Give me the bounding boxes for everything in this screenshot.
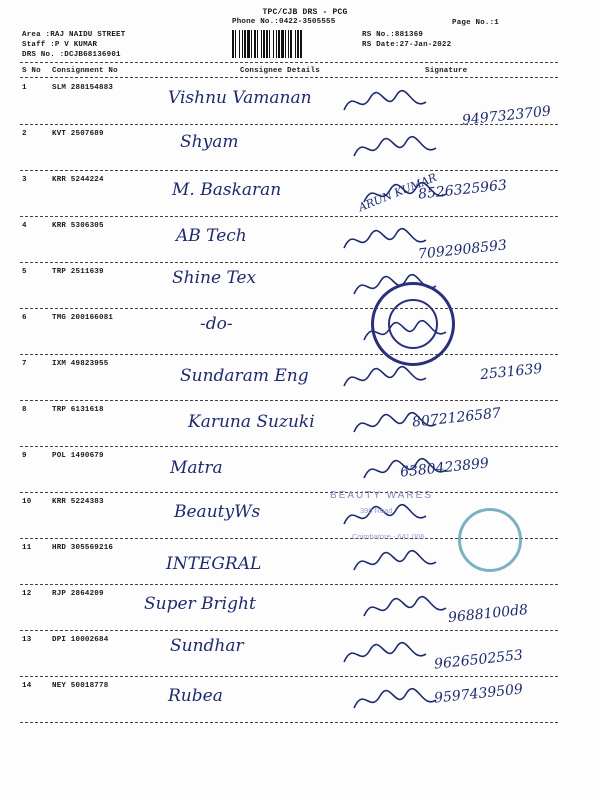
row-consignee-handwritten: Sundhar	[170, 636, 244, 656]
row-divider	[20, 216, 558, 217]
row-phone-handwritten: 8072126587	[411, 405, 502, 431]
row-consignee-handwritten: Sundaram Eng	[180, 366, 309, 386]
row-sno: 5	[22, 268, 27, 276]
row-consignment-no: RJP 2864209	[52, 590, 104, 598]
row-consignee-handwritten: Matra	[170, 458, 223, 478]
area-label: Area :RAJ NAIDU STREET	[22, 31, 126, 39]
row-consignment-no: KRR 5224383	[52, 498, 104, 506]
row-signature	[340, 86, 430, 120]
row-phone-handwritten: 7092908593	[417, 237, 508, 263]
engineers-stamp-inner	[388, 299, 438, 349]
row-divider	[20, 584, 558, 585]
row-divider	[20, 492, 558, 493]
row-sno: 7	[22, 360, 27, 368]
row-phone-handwritten: 9597439509	[433, 681, 524, 707]
drs-number: DRS No. :DCJB68136901	[22, 51, 121, 59]
beauty-wares-road: 396 Road	[360, 506, 393, 515]
header-divider	[20, 62, 558, 63]
row-phone-handwritten: 9688100d8	[447, 601, 529, 627]
row-consignment-no: TMG 200166081	[52, 314, 114, 322]
row-divider	[20, 308, 558, 309]
row-consignment-no: IXM 49823955	[52, 360, 109, 368]
row-signature	[350, 684, 440, 718]
row-consignment-no: POL 1490679	[52, 452, 104, 460]
row-consignee-handwritten: AB Tech	[176, 226, 247, 246]
row-sno: 13	[22, 636, 32, 644]
row-sno: 8	[22, 406, 27, 414]
header-right-info	[362, 30, 451, 50]
row-signature	[350, 546, 440, 580]
row-divider	[20, 170, 558, 171]
row-consignee-handwritten: Super Bright	[144, 594, 256, 614]
row-consignee-handwritten: INTEGRAL	[166, 554, 262, 574]
row-divider	[20, 262, 558, 263]
row-consignment-no: HRD 305569216	[52, 544, 114, 552]
row-sno: 4	[22, 222, 27, 230]
row-signature	[340, 638, 430, 672]
row-consignee-handwritten: BeautyWs	[174, 502, 261, 522]
engineers-stamp	[371, 282, 455, 366]
row-consignment-no: TRP 2511639	[52, 268, 104, 276]
row-divider	[20, 676, 558, 677]
row-consignment-no: DPI 10002684	[52, 636, 109, 644]
row-sno: 6	[22, 314, 27, 322]
row-phone-handwritten: 9626502553	[433, 647, 524, 673]
row-consignment-no: TRP 6131618	[52, 406, 104, 414]
row-divider	[20, 630, 558, 631]
row-consignee-handwritten: -do-	[200, 314, 233, 334]
row-consignee-handwritten: Vishnu Vamanan	[168, 88, 312, 108]
page-number: Page No.:1	[452, 19, 500, 27]
row-phone-handwritten: 2531639	[479, 360, 544, 384]
row-consignee-handwritten: Shine Tex	[172, 268, 257, 288]
row-signature	[360, 178, 450, 212]
row-divider	[20, 124, 558, 125]
row-signature	[350, 132, 440, 166]
row-signer-name: ARUN KUMAR	[356, 170, 439, 215]
row-sno: 11	[22, 544, 32, 552]
rs-date: RS Date:27-Jan-2022	[362, 41, 452, 49]
col-consignment-header: Consignment No	[52, 67, 118, 75]
row-consignment-no: KVT 2507689	[52, 130, 104, 138]
sheet-title: TPC/CJB DRS - PCG	[262, 8, 348, 17]
row-divider	[20, 446, 558, 447]
barcode	[232, 30, 352, 58]
row-phone-handwritten: 9497323709	[461, 103, 552, 129]
rs-number: RS No.:881369	[362, 31, 424, 39]
row-sno: 10	[22, 498, 32, 506]
round-seal	[458, 508, 522, 572]
row-consignee-handwritten: Karuna Suzuki	[188, 412, 315, 432]
row-consignee-handwritten: Shyam	[180, 132, 239, 152]
row-sno: 12	[22, 590, 32, 598]
row-consignee-handwritten: M. Baskaran	[172, 180, 282, 200]
barcode-bar	[300, 30, 302, 58]
row-signature	[340, 362, 430, 396]
row-consignee-handwritten: Rubea	[168, 686, 223, 706]
col-consignee-header: Consignee Details	[240, 67, 320, 75]
row-divider	[20, 354, 558, 355]
row-sno: 9	[22, 452, 27, 460]
header-left-info	[22, 30, 125, 60]
row-signature	[350, 408, 440, 442]
row-sno: 1	[22, 84, 27, 92]
column-divider	[20, 77, 558, 78]
col-sno-header: S No	[22, 67, 41, 75]
row-signature	[360, 454, 450, 488]
row-divider	[20, 400, 558, 401]
row-phone-handwritten: 6380423899	[399, 455, 490, 481]
col-signature-header: Signature	[425, 67, 468, 75]
row-consignment-no: KRR 5244224	[52, 176, 104, 184]
beauty-wares-stamp: BEAUTY WARES	[330, 490, 433, 501]
staff-label: Staff :P V KUMAR	[22, 41, 98, 49]
row-consignment-no: NEY 50018778	[52, 682, 109, 690]
row-consignment-no: KRR 5306305	[52, 222, 104, 230]
row-divider	[20, 722, 558, 723]
row-sno: 3	[22, 176, 27, 184]
row-sno: 14	[22, 682, 32, 690]
row-phone-handwritten: 8526325963	[417, 177, 508, 203]
row-consignment-no: SLM 288154883	[52, 84, 114, 92]
row-signature	[360, 592, 450, 626]
beauty-wares-city: Coimbatore - 641 006	[352, 532, 425, 541]
row-sno: 2	[22, 130, 27, 138]
row-signature	[340, 224, 430, 258]
phone-number: Phone No.:0422-3505555	[232, 18, 336, 26]
